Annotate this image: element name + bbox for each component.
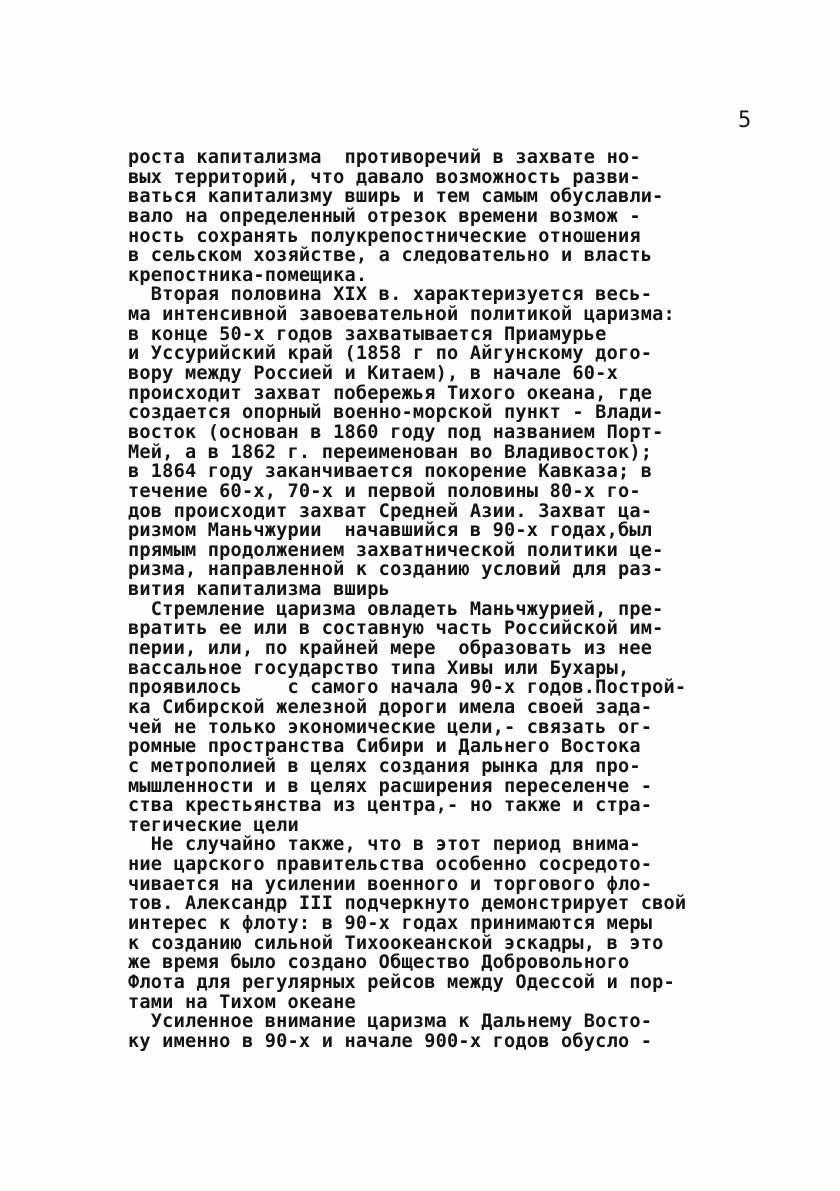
text-line: ромные пространства Сибири и Дальнего Востока: [128, 736, 641, 758]
text-line: ка Сибирской железной дороги имела своей зада-: [128, 696, 653, 718]
text-line: ризма, направленной к созданию условий для раз-: [128, 559, 664, 581]
text-line: прямым продолжением захватнической политики це-: [128, 539, 664, 561]
text-line: перии, или, по крайней мере образовать из нее: [128, 638, 653, 660]
text-line: и Уссурийский край (1858 г по Айгунскому дого-: [128, 343, 653, 365]
text-line: Флота для регулярных рейсов между Одессой и пор-: [128, 971, 675, 993]
text-line: ризмом Маньчжурии начавшийся в 90-х годах,был: [128, 520, 653, 542]
text-line: происходит захват побережья Тихого океана, где: [128, 382, 653, 404]
text-line: ку именно в 90-х и начале 900-х годов обусло -: [128, 1030, 653, 1052]
text-line: создается опорный военно-морской пункт - Влади-: [128, 402, 664, 424]
text-line: вало на определенный отрезок времени возмож -: [128, 205, 641, 227]
text-line: роста капитализма противоречий в захвате но-: [128, 147, 641, 168]
page-number: 5: [738, 108, 752, 133]
text-line: проявилось с самого начала 90-х годов.Построй-: [128, 677, 687, 699]
text-line: вассальное государство типа Хивы или Бухары,: [128, 657, 630, 679]
text-line: крепостника-помещика.: [128, 264, 368, 286]
text-line: течение 60-х, 70-х и первой половины 80-х го-: [128, 480, 641, 502]
text-line: тами на Тихом океане: [128, 991, 356, 1013]
text-line: вых территорий, что давало возможность разви-: [128, 166, 641, 188]
text-line: тов. Александр III подчеркнуто демонстрирует свой: [128, 893, 687, 915]
text-line: интерес к флоту: в 90-х годах принимаются меры: [128, 912, 653, 934]
text-line: Усиленное внимание царизма к Дальнему Восто-: [128, 1011, 653, 1033]
text-line: в сельском хозяйстве, а следовательно и власть: [128, 245, 653, 267]
text-line: Мей, а в 1862 г. переименован во Владивосток);: [128, 441, 653, 463]
text-line: ность сохранять полукрепостнические отношения: [128, 225, 641, 247]
text-line: чивается на усилении военного и торгового фло-: [128, 873, 653, 895]
text-line: к созданию сильной Тихоокеанской эскадры, в это: [128, 932, 664, 954]
text-line: мышленности и в целях расширения переселенче -: [128, 775, 653, 797]
text-line: Стремление царизма овладеть Маньчжурией, пре-: [128, 598, 664, 620]
text-line: дов происходит захват Средней Азии. Захват ца-: [128, 500, 653, 522]
text-line: вору между Россией и Китаем), в начале 60-х: [128, 363, 618, 385]
body-text: [128, 148, 778, 1051]
text-line: чей не только экономические цели,- связать ог-: [128, 716, 653, 738]
text-line: тегические цели: [128, 814, 299, 836]
text-line: Вторая половина XIX в. характеризуется весь-: [128, 284, 653, 306]
text-line: в 1864 году заканчивается покорение Кавказа; в: [128, 461, 653, 483]
text-line: ма интенсивной завоевательной политикой царизма:: [128, 304, 675, 326]
text-line: ние царского правительства особенно сосредото-: [128, 854, 653, 876]
text-line: ваться капитализму вширь и тем самым обуславли-: [128, 186, 664, 208]
text-line: вития капитализма вширь: [128, 579, 391, 601]
text-line: в конце 50-х годов захватывается Приамурье: [128, 323, 607, 345]
text-line: восток (основан в 1860 году под названием Порт-: [128, 421, 664, 443]
text-line: же время было создано Общество Добровольного: [128, 952, 630, 974]
text-line: с метрополией в целях создания рынка для про-: [128, 755, 641, 777]
text-line: Не случайно также, что в этот период внима-: [128, 834, 641, 856]
text-line: ства крестьянства из центра,- но также и стра-: [128, 795, 653, 817]
text-line: вратить ее или в составную часть Российской им-: [128, 618, 664, 640]
